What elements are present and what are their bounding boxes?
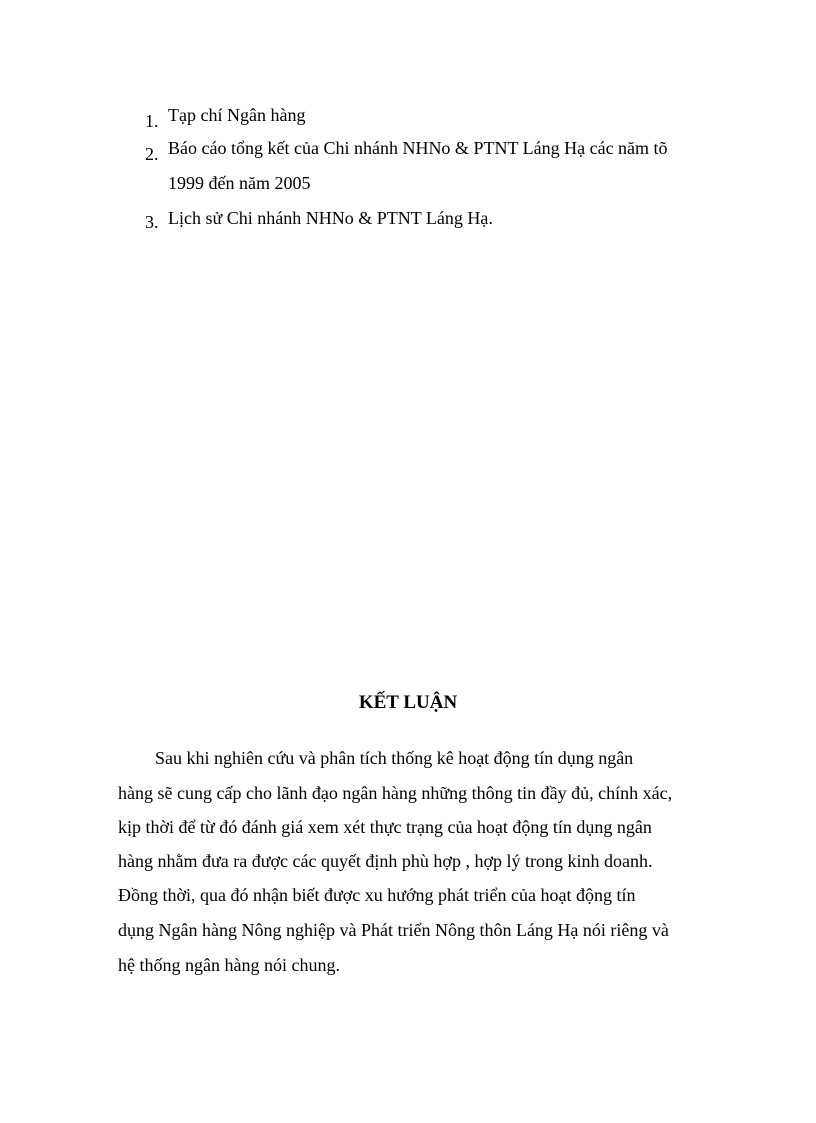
reference-text: Báo cáo tổng kết của Chi nhánh NHNo & PTNT Láng Hạ các năm tõ xyxy=(168,138,668,158)
paragraph-line: kịp thời để từ đó đánh giá xem xét thực trạng của hoạt động tín dụng ngân xyxy=(118,817,652,837)
reference-text: Lịch sử Chi nhánh NHNo & PTNT Láng Hạ. xyxy=(168,208,493,228)
reference-number: 1. xyxy=(145,111,159,131)
paragraph-line: Sau khi nghiên cứu và phân tích thống kê hoạt động tín dụng ngân xyxy=(155,748,634,768)
conclusion-heading: KẾT LUẬN xyxy=(358,692,458,713)
reference-text-continued: 1999 đến năm 2005 xyxy=(168,173,311,193)
paragraph-line: Đồng thời, qua đó nhận biết được xu hướng phát triển của hoạt động tín xyxy=(118,885,636,905)
paragraph-line: hàng nhằm đưa ra được các quyết định phù hợp , hợp lý trong kinh doanh. xyxy=(118,851,653,871)
paragraph-line: dụng Ngân hàng Nông nghiệp và Phát triển Nông thôn Láng Hạ nói riêng và xyxy=(118,920,669,940)
reference-text: Tạp chí Ngân hàng xyxy=(168,105,306,125)
reference-number: 3. xyxy=(145,212,159,232)
reference-number: 2. xyxy=(145,144,159,164)
paragraph-line: hệ thống ngân hàng nói chung. xyxy=(118,955,340,975)
paragraph-line: hàng sẽ cung cấp cho lãnh đạo ngân hàng những thông tin đầy đủ, chính xác, xyxy=(118,783,673,803)
